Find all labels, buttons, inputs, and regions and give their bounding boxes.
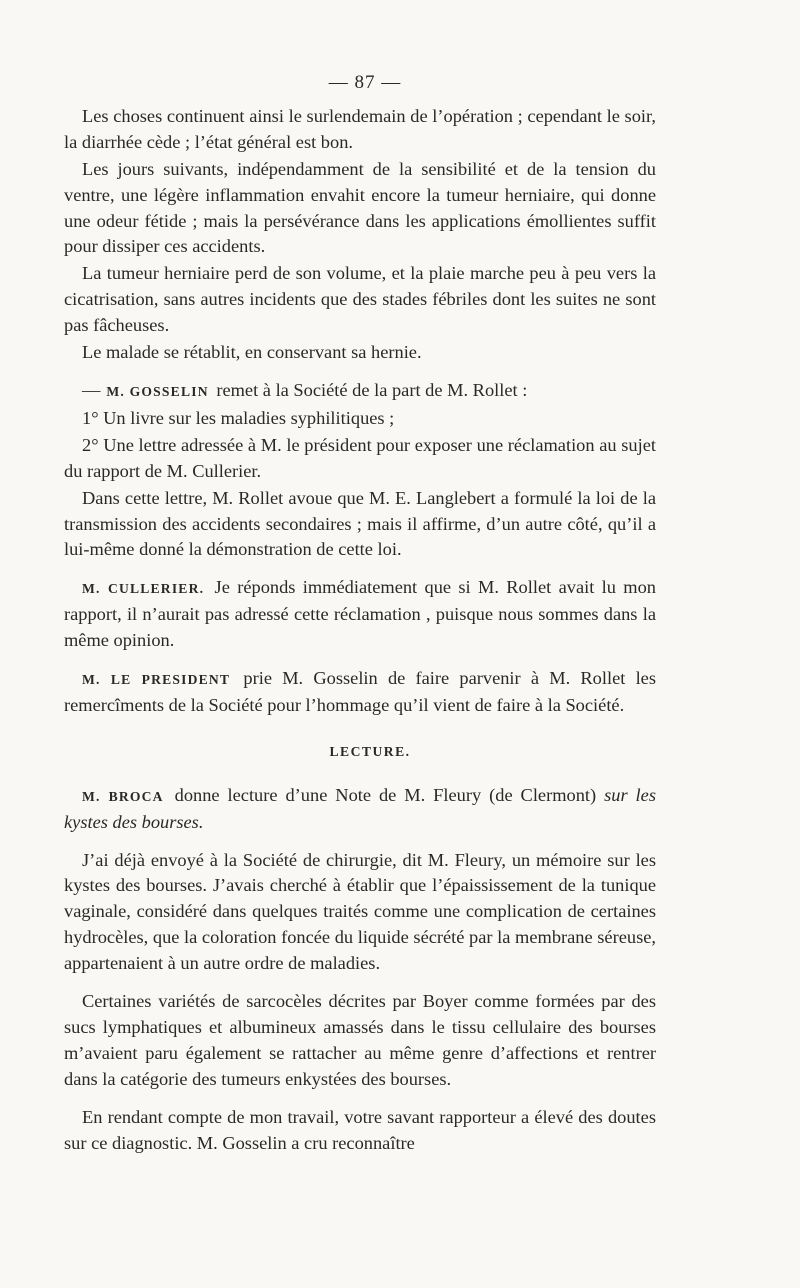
page-content: [64, 70, 656, 1163]
speaker-name: M. CULLERIER.: [82, 581, 205, 597]
paragraph: La tumeur herniaire perd de son volume, et la plaie marche peu à peu vers la cicatrisation, sans autres incidents que des stades fébriles dont les suites ne sont pas fâcheuses.: [64, 263, 656, 336]
paragraph: [64, 575, 656, 654]
paragraph-text: remet à la Société de la part de M. Rollet :: [216, 379, 528, 400]
paragraph: J’ai déjà envoyé à la Société de chirurgie, dit M. Fleury, un mémoire sur les kystes des bourses. J’avais cherché à établir que l’épaississement de la tunique vaginale, considéré dans quelques traités comme une complication de certaines hydrocèles, que la coloration foncée du liquide sécrété par la membrane séreuse, appartenaient à un autre ordre de maladies.: [64, 849, 656, 974]
speaker-name: M. LE PRESIDENT: [82, 672, 231, 688]
paragraph-text: Je réponds immédiatement que si M. Rollet avait lu mon rapport, il n’aurait pas adressé cette réclamation , puisque nous sommes dans la même opinion.: [64, 577, 656, 651]
section-heading: LECTURE.: [329, 743, 411, 759]
paragraph: Les jours suivants, indépendamment de la sensibilité et de la tension du ventre, une légère inflammation envahit encore la tumeur herniaire, qui donne une odeur fétide ; mais la persévérance dans les applications émollientes suffit pour dissiper ces accidents.: [64, 158, 656, 257]
paragraph-text: donne lecture d’une Note de M. Fleury (de Clermont): [174, 784, 597, 805]
paragraph: 1° Un livre sur les maladies syphilitiques ;: [82, 407, 395, 428]
page-number: — 87 —: [328, 72, 402, 93]
paragraph: Le malade se rétablit, en conservant sa hernie.: [82, 342, 422, 363]
speaker-name: M. GOSSELIN: [106, 383, 209, 399]
em-dash: —: [82, 379, 101, 400]
paragraph-text: prie M. Gosselin de faire parvenir à M. Rollet les remercîments de la Société pour l’hommage qu’il vient de faire à la Société.: [64, 668, 656, 715]
paragraph: 2° Une lettre adressée à M. le président pour exposer une réclamation au sujet du rapport de M. Cullerier.: [64, 434, 656, 481]
paragraph: Certaines variétés de sarcocèles décrites par Boyer comme formées par des sucs lymphatiques et albumineux amassés dans le tissu cellulaire des bourses m’avaient paru également se rattacher au même genre d’affections et rentrer dans la catégorie des tumeurs enkystées des bourses.: [64, 991, 656, 1089]
paragraph: [64, 783, 656, 836]
italic-title: sur les kystes des bourses.: [64, 784, 656, 832]
speaker-name: M. BROCA: [82, 788, 164, 804]
paragraph: Les choses continuent ainsi le surlendemain de l’opération ; cependant le soir, la diarrhée cède ; l’état général est bon.: [64, 105, 656, 152]
paragraph: En rendant compte de mon travail, votre savant rapporteur a élevé des doutes sur ce diagnostic. M. Gosselin a cru reconnaître: [64, 1106, 656, 1153]
paragraph: [64, 666, 656, 719]
paragraph: [64, 378, 656, 405]
paragraph: Dans cette lettre, M. Rollet avoue que M. E. Langlebert a formulé la loi de la transmission des accidents secondaires ; mais il affirme, d’un autre côté, qu’il a lui-même donné la démonstration de cette loi.: [64, 487, 656, 560]
